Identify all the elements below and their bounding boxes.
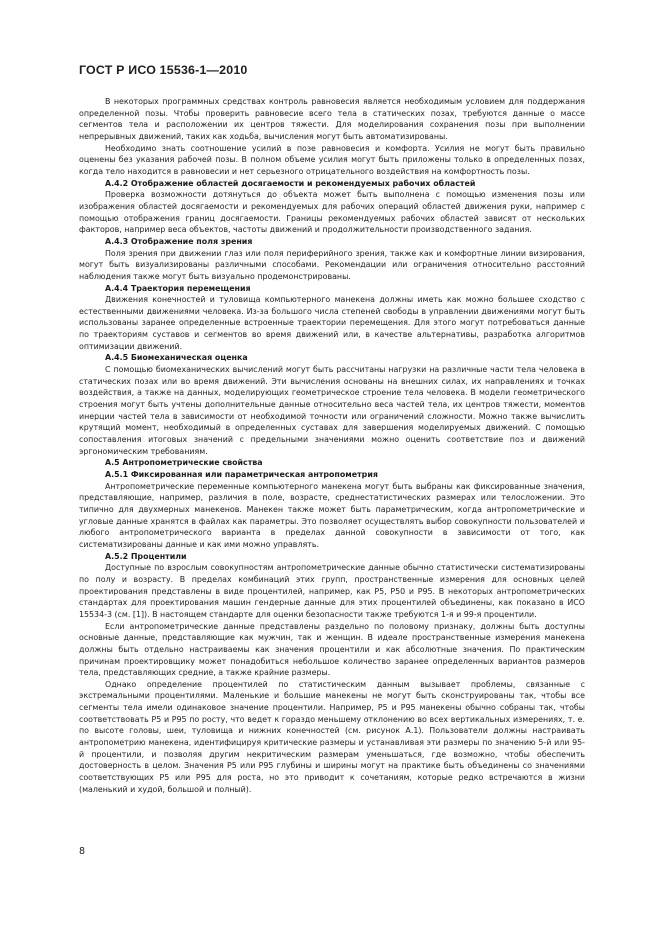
page-number: 8 (79, 846, 86, 857)
paragraph-motion-trajectory: Движения конечностей и туловища компьютерного манекена должны иметь как можно большее сходство с естественными движениями человека. Из-за большого числа степеней свободы в управлении движениями могут быть использованы заранее определенные встроенные траектории перемещения. Для этого могут потребоваться данные по траекториям суставов и сегментов во время движений или, в качестве альтернативы, разработка алгоритмов оптимизации движений. (79, 295, 585, 351)
paragraph-percentiles-2: Если антропометрические данные представлены раздельно по половому признаку, должны быть доступны основные данные, представляющие как мужчин, так и женщин. В идеале пространственные измерения манекена должны быть отдельно настраиваемы как значения процентили и как абсолютные значения. По практическим причинам проектировщику может понадобиться небольшое количество заранее определенных вариантов размеров тела, представляющих средние, а также крайние размеры. (79, 621, 585, 678)
paragraph-fixed-parametric-anthropometry: Антропометрические переменные компьютерного манекена могут быть выбраны как фиксированные значения, представляющие, например, различия в поле, возрасте, среднестатистических размерах или телосложении. Это типично для двухмерных манекенов. Манекен также может быть параметрическим, когда антропометрические и угловые данные хранятся в файлах как параметры. Это позволяет осуществлять выбор совокупности пользователей и любого антропометрического варианта в пределах данной совокупности в зависимости от того, как систематизированы данные и как ими можно управлять. (79, 481, 585, 549)
paragraph-percentiles-3: Однако определение процентилей по статистическим данным вызывает проблемы, связанные с экстремальными процентилями. Маленькие и большие манекены не могут быть сконструированы так, чтобы все сегменты тела имели одинаковое значение процентили. Например, Р5 и Р95 манекены обычно собраны так, чтобы соответствовать Р5 и Р95 по росту, что ведет к гораздо меньшему отклонению во всех вертикальных измерениях, т. е. по высоте головы, шеи, туловища и нижних конечностей (см. рисунок А.1). Пользователи должны настраивать антропометрию манекена, идентифицируя критические размеры и устанавливая эти размеры по значению 5-й или 95-й процентили, и позволяя другим некритическим размерам уменьшаться, где возможно, чтобы обеспечить достоверность в целом. Значения Р5 или Р95 глубины и ширины могут на практике быть объединены со значениями соответствующих Р5 или Р95 для роста, но это приводит к сочетаниям, которые редко встречаются в жизни (маленький и худой, большой и полный). (79, 679, 585, 794)
paragraph-biomechanical-evaluation: С помощью биомеханических вычислений могут быть рассчитаны нагрузки на различные части тела человека в статических позах или во время движений. Эти вычисления основаны на внешних силах, их направлениях и точках воздействия, а также на данных, моделирующих геометрическое строение тела человека. В модели геометрического строения могут быть учтены дополнительные данные относительно веса частей тела, их центров тяжести, моментов инерции частей тела в зависимости от необходимой точности или ограничений сложности. Можно также вычислить крутящий момент, необходимый в определенных суставах для завершения моделируемых движений. С помощью сопоставления итоговых значений с предельными значениями можно оценить соответствие поз и движений эргономическим требованиям. (79, 365, 585, 456)
paragraph-effort-ratio: Необходимо знать соотношение усилий в позе равновесия и комфорта. Усилия не могут быть правильно оценены без указания рабочей позы. В полном объеме усилия могут быть приложены только в определенных позах, когда тело находится в равновесии и нет серьезного отрицательного воздействия на комфортность позы. (79, 143, 585, 176)
heading-a-4-3: А.4.3 Отображение поля зрения (105, 236, 253, 246)
paragraph-balance-control: В некоторых программных средствах контроль равновесия является необходимым условием для поддержания определенной позы. Чтобы проверить равновесие всего тела в статических позах, требуются данные о массе сегментов тела и расположении их центров тяжести. Для моделирования сохранения позы при выполнении непрерывных движений, таких как ходьба, вычисления могут быть автоматизированы. (79, 97, 585, 141)
heading-a-5-2: А.5.2 Процентили (105, 551, 187, 561)
heading-a-5: А.5 Антропометрические свойства (105, 458, 263, 468)
document-header: ГОСТ Р ИСО 15536-1—2010 (79, 63, 248, 77)
heading-a-4-4: А.4.4 Траектория перемещения (105, 283, 251, 293)
paragraph-field-of-view: Поля зрения при движении глаз или поля периферийного зрения, также как и комфортные линии визирования, могут быть визуализированы различными способами. Рекомендации или ограничения относительно расстояний наблюдения также могут быть визуально продемонстрированы. (79, 248, 585, 281)
paragraph-percentiles-1: Доступные по взрослым совокупностям антропометрические данные обычно статистически систематизированы по полу и возрасту. В пределах комбинаций этих групп, пространственные измерения для основных целей проектирования представлены в виде процентилей, например, как Р5, Р50 и Р95. В некоторых антропометрических стандартах для проектирования машин гендерные данные для этих процентилей объединены, как показано в ИСО 15534-3 (см. [1]). В настоящем стандарте для оценки безопасности также требуются 1-я и 99-я процентили. (79, 563, 585, 619)
heading-a-4-2: А.4.2 Отображение областей досягаемости и рекомендуемых рабочих областей (105, 178, 476, 188)
page-body (79, 96, 585, 795)
paragraph-reach-areas: Проверка возможности дотянуться до объекта может быть выполнена с помощью изменения позы или изображения областей досягаемости и рекомендуемых для рабочих операций областей движения руки, например с помощью отображения границ досягаемости. Границы рекомендуемых рабочих областей зависят от нескольких факторов, например веса объектов, частоты движений и продолжительности производственного задания. (79, 190, 585, 235)
heading-a-5-1: А.5.1 Фиксированная или параметрическая антропометрия (105, 470, 378, 479)
heading-a-4-5: А.4.5 Биомеханическая оценка (105, 353, 248, 363)
